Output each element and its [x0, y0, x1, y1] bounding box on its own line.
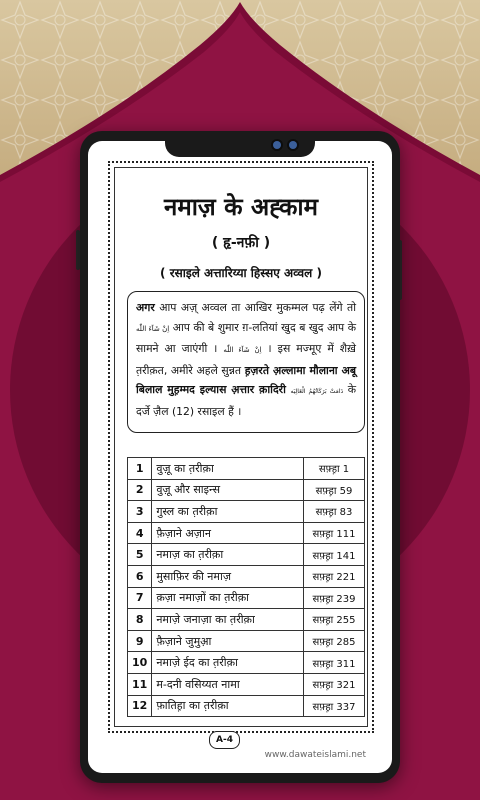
table-row[interactable] — [128, 458, 365, 480]
row-page: सफ़्ह़ा 83 — [304, 501, 365, 523]
page-border — [108, 161, 374, 733]
row-title: मुसाफ़िर की नमाज़ — [152, 565, 304, 587]
row-title: वुज़ू और साइन्स — [152, 479, 304, 501]
camera-icon — [289, 141, 297, 149]
intro-honorific: اِنْ شَآءَ اللّٰه — [223, 346, 262, 354]
row-title: नमाज़े ईद का त़रीक़ा — [152, 652, 304, 674]
table-row[interactable] — [128, 587, 365, 609]
row-page: सफ़्ह़ा 321 — [304, 673, 365, 695]
row-number: 4 — [128, 522, 152, 544]
intro-text: आप अज़् अव्वल ता आखिर मुकम्मल पढ़ लेंगे तो — [154, 301, 356, 314]
table-row[interactable] — [128, 630, 365, 652]
intro-author-name: ह़ज़रते अ़ल्लामा मौलाना अबू बिलाल मुह़म्मद इल्यास अ़त्तार क़ादिरी — [136, 363, 356, 396]
row-number: 12 — [128, 695, 152, 717]
row-page: सफ़्ह़ा 141 — [304, 544, 365, 566]
phone-notch — [165, 131, 315, 157]
row-number: 8 — [128, 609, 152, 631]
website-url: www.dawateislami.net — [264, 750, 366, 760]
book-subtitle: ( हृ-नफ़ी ) — [211, 235, 271, 251]
row-number: 10 — [128, 652, 152, 674]
phone-screen[interactable] — [88, 141, 392, 773]
row-number: 3 — [128, 501, 152, 523]
row-title: क़ज़ा नमाज़ों का त़रीक़ा — [152, 587, 304, 609]
table-row[interactable] — [128, 479, 365, 501]
row-page: सफ़्ह़ा 111 — [304, 522, 365, 544]
row-page: सफ़्ह़ा 1 — [304, 458, 365, 480]
intro-text: आप की बे शुमार ग़-लतियां खुद ब खुद आप के सामने आ जाएंगी । — [136, 320, 356, 355]
row-page: सफ़्ह़ा 59 — [304, 479, 365, 501]
row-number: 11 — [128, 673, 152, 695]
contents-table — [127, 457, 365, 717]
row-title: गुस्ल का त़रीक़ा — [152, 501, 304, 523]
row-number: 1 — [128, 458, 152, 480]
row-number: 9 — [128, 630, 152, 652]
row-page: सफ़्ह़ा 337 — [304, 695, 365, 717]
intro-text: के दर्जे ज़ैल (12) रसाइल हैं । — [136, 383, 356, 418]
row-title: फ़ैज़ाने जुमुआ़ — [152, 630, 304, 652]
table-row[interactable] — [128, 522, 365, 544]
table-row[interactable] — [128, 609, 365, 631]
row-number: 7 — [128, 587, 152, 609]
table-row[interactable] — [128, 673, 365, 695]
table-row[interactable] — [128, 565, 365, 587]
table-row[interactable] — [128, 501, 365, 523]
row-number: 6 — [128, 565, 152, 587]
row-title: फ़ातिह़ा का त़रीक़ा — [152, 695, 304, 717]
row-page: सफ़्ह़ा 285 — [304, 630, 365, 652]
row-page: सफ़्ह़ा 311 — [304, 652, 365, 674]
intro-text: । इस मज्मूए में शैख़े त़रीक़त, अमीरे अहले सुन्नत — [136, 342, 356, 377]
intro-box — [127, 291, 365, 433]
intro-lead: अगर — [136, 301, 155, 314]
table-row[interactable] — [128, 695, 365, 717]
row-title: फ़ैज़ाने अज़ान — [152, 522, 304, 544]
row-title: म-दनी वसिय्यत नामा — [152, 673, 304, 695]
book-series: ( रसाइले अत्तारिय्या हिस्सए अव्वल ) — [160, 266, 322, 280]
row-page: सफ़्ह़ा 255 — [304, 609, 365, 631]
intro-honorific: دَامَتْ بَرَكَاتُهُمُ الْعَالِيَه — [290, 388, 344, 395]
row-page: सफ़्ह़ा 239 — [304, 587, 365, 609]
row-number: 2 — [128, 479, 152, 501]
page-inner-border — [114, 167, 368, 727]
row-number: 5 — [128, 544, 152, 566]
row-title: नमाज़े जनाज़ा का त़रीक़ा — [152, 609, 304, 631]
page-number-badge: A-4 — [209, 731, 240, 749]
row-title: वुज़ू का त़रीक़ा — [152, 458, 304, 480]
table-row[interactable] — [128, 544, 365, 566]
row-page: सफ़्ह़ा 221 — [304, 565, 365, 587]
row-title: नमाज़ का त़रीक़ा — [152, 544, 304, 566]
book-title: नमाज़ के अह्काम — [164, 193, 318, 221]
table-row[interactable] — [128, 652, 365, 674]
intro-honorific: اِنْ شَآءَ اللّٰه — [136, 324, 170, 333]
camera-icon — [273, 141, 281, 149]
